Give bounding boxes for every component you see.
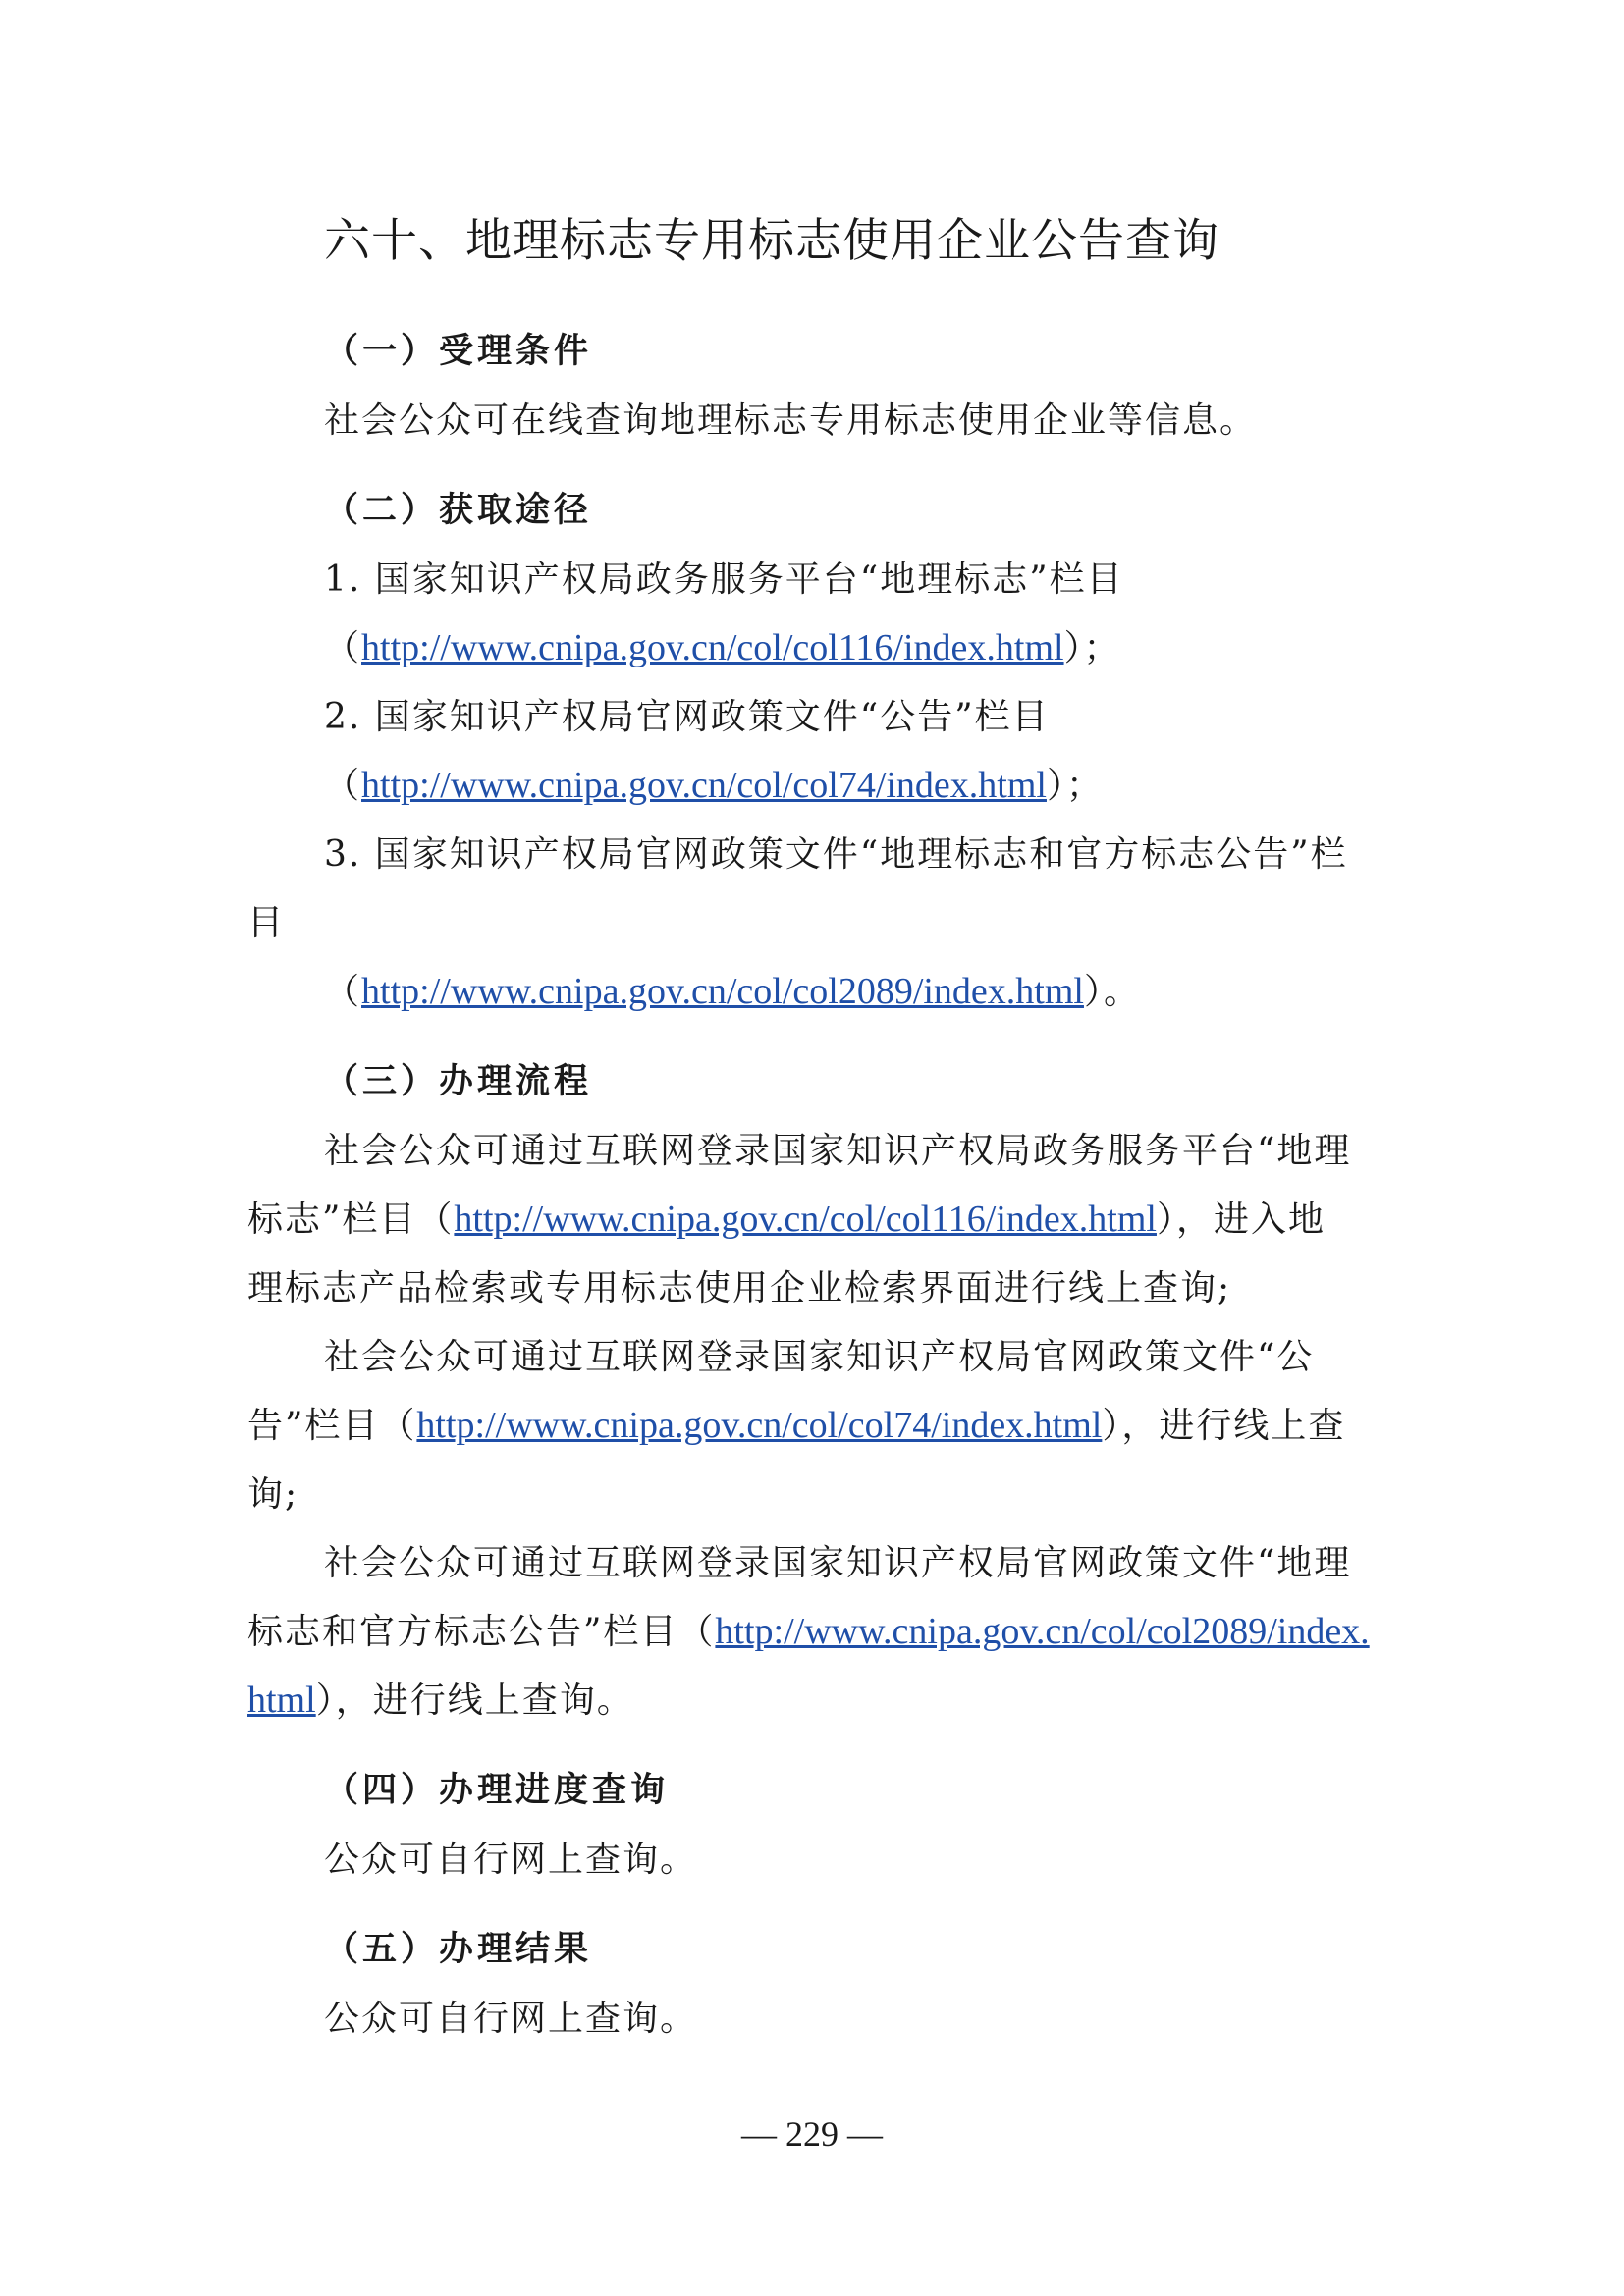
section-heading-access: （二）获取途径 bbox=[324, 491, 593, 530]
paren-close: ）； bbox=[1063, 628, 1121, 668]
list-item-3-url bbox=[324, 964, 1141, 1014]
link-col74[interactable]: http://www.cnipa.gov.cn/col/col74/index.html bbox=[416, 1405, 1103, 1446]
link-col2089[interactable]: http://www.cnipa.gov.cn/col/col2089/index. bbox=[715, 1611, 1370, 1652]
paren-open: （ bbox=[324, 766, 362, 806]
section-heading-process: （三）办理流程 bbox=[324, 1062, 593, 1101]
paragraph-progress: 公众可自行网上查询。 bbox=[324, 1840, 698, 1880]
paragraph-result: 公众可自行网上查询。 bbox=[324, 1999, 698, 2039]
text-span: ），进行线上查询。 bbox=[315, 1681, 634, 1721]
page-number: — 229 — bbox=[741, 2114, 883, 2154]
paren-open: （ bbox=[324, 628, 362, 668]
text-span: 标志和官方标志公告”栏目（ bbox=[247, 1612, 716, 1652]
text-span: ），进行线上查 bbox=[1102, 1406, 1346, 1446]
process-para-3-line-3 bbox=[247, 1673, 634, 1723]
list-item-2-text: 2. 国家知识产权局官网政策文件“公告”栏目 bbox=[324, 697, 1050, 737]
text-span: 标志”栏目（ bbox=[247, 1200, 455, 1240]
process-para-2-line-3: 询; bbox=[247, 1474, 299, 1515]
section-heading-result: （五）办理结果 bbox=[324, 1930, 593, 1969]
section-heading-acceptance: （一）受理条件 bbox=[324, 332, 593, 371]
link-col116[interactable]: http://www.cnipa.gov.cn/col/col116/index.html bbox=[361, 627, 1064, 668]
text-span: ），进入地 bbox=[1156, 1200, 1326, 1240]
link-col2089-cont[interactable]: html bbox=[247, 1680, 316, 1721]
list-item-3-text: 3. 国家知识产权局官网政策文件“地理标志和官方标志公告”栏 bbox=[324, 834, 1348, 875]
page-title: 六十、地理标志专用标志使用企业公告查询 bbox=[324, 214, 1219, 268]
process-para-2-line-2 bbox=[247, 1398, 1345, 1448]
process-para-1-line-1: 社会公众可通过互联网登录国家知识产权局政务服务平台“地理 bbox=[324, 1131, 1352, 1171]
text-span: 告”栏目（ bbox=[247, 1406, 417, 1446]
process-para-3-line-2 bbox=[247, 1604, 1370, 1654]
link-col2089[interactable]: http://www.cnipa.gov.cn/col/col2089/index.html bbox=[361, 971, 1084, 1012]
link-col116[interactable]: http://www.cnipa.gov.cn/col/col116/index.html bbox=[454, 1199, 1157, 1240]
paragraph-acceptance: 社会公众可在线查询地理标志专用标志使用企业等信息。 bbox=[324, 400, 1258, 441]
list-item-1-text: 1. 国家知识产权局政务服务平台“地理标志”栏目 bbox=[324, 560, 1124, 600]
section-heading-progress: （四）办理进度查询 bbox=[324, 1771, 670, 1810]
link-col74[interactable]: http://www.cnipa.gov.cn/col/col74/index.html bbox=[361, 765, 1047, 806]
process-para-1-line-3: 理标志产品检索或专用标志使用企业检索界面进行线上查询; bbox=[247, 1268, 1232, 1308]
list-item-1-url bbox=[324, 620, 1121, 670]
paren-close: ）。 bbox=[1083, 972, 1141, 1012]
paren-open: （ bbox=[324, 972, 362, 1012]
process-para-2-line-1: 社会公众可通过互联网登录国家知识产权局官网政策文件“公 bbox=[324, 1337, 1315, 1377]
process-para-3-line-1: 社会公众可通过互联网登录国家知识产权局官网政策文件“地理 bbox=[324, 1543, 1352, 1583]
list-item-2-url bbox=[324, 758, 1104, 808]
process-para-1-line-2 bbox=[247, 1192, 1326, 1242]
paren-close: ）； bbox=[1046, 766, 1104, 806]
list-item-3-text-cont: 目 bbox=[247, 903, 286, 943]
